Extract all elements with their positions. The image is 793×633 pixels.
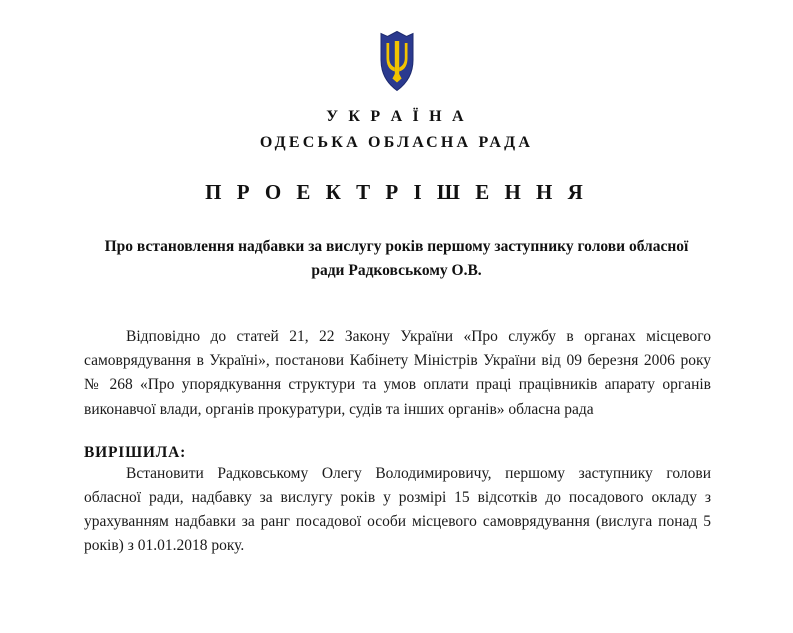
document-body — [65, 325, 728, 558]
emblem-container — [65, 0, 728, 92]
paragraph-resolution: Встановити Радковському Олегу Володимировичу, першому заступнику голови обласної ради, надбавку за вислугу років у розмірі 15 відсотків до посадового окладу з урахуванням надбавки за ранг посадової особи місцевого самоврядування (вислуга понад 5 років) з 01.01.2018 року. — [84, 464, 711, 555]
country-heading: У К Р А Ї Н А — [326, 108, 467, 125]
ukraine-trident-emblem-icon — [375, 30, 419, 92]
council-heading: ОДЕСЬКА ОБЛАСНА РАДА — [259, 134, 534, 151]
paragraph-legal-basis: Відповідно до статей 21, 22 Закону України «Про службу в органах місцевого самоврядування в Україні», постанови Кабінету Міністрів України від 09 березня 2006 року № 268 «Про упорядкування структури та умов оплати праці працівників апарату органів виконавчої влади, органів прокуратури, судів та інших органів» обласна рада — [84, 328, 711, 418]
document-type-heading: П Р О Е К Т Р І Ш Е Н Н Я — [205, 180, 588, 204]
decision-keyword: ВИРІШИЛА: — [84, 443, 187, 461]
document-subject: Про встановлення надбавки за вислугу років першому заступнику голови обласної ради Радковському О.В. — [104, 238, 689, 280]
